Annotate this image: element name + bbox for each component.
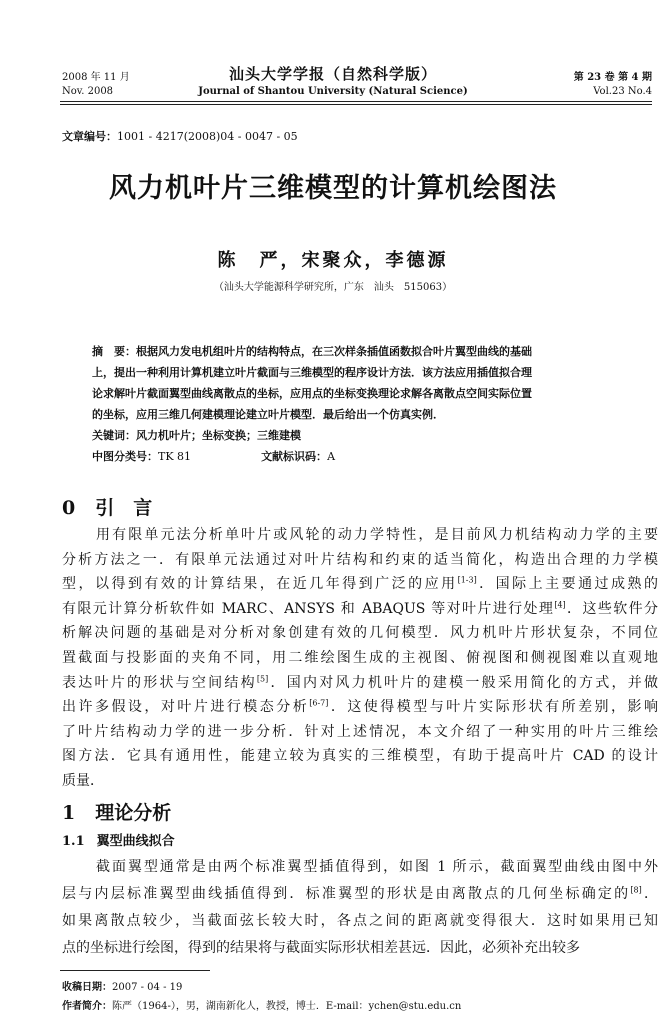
keywords xyxy=(92,427,301,443)
line-text: 型，以得到有效的计算结果，在近几年得到广泛的应用 xyxy=(62,576,458,593)
line-text: 质量． xyxy=(62,773,104,789)
line-text: 析解决问题的基础是对分析对象创建有效的几何模型．风力机叶片形状复杂，不同位 xyxy=(62,625,658,642)
line-text-after-citation: ．国际上主要通过成熟的 xyxy=(476,576,659,593)
citation: [1-3] xyxy=(457,575,477,585)
paragraph-line xyxy=(62,672,658,692)
footnote-author xyxy=(62,997,461,1012)
paragraph-line xyxy=(62,910,658,930)
citation: [6-7] xyxy=(309,698,329,708)
abstract-line: 的坐标，应用三维几何建模理论建立叶片模型．最后给出一个仿真实例． xyxy=(92,408,444,421)
paragraph-line xyxy=(62,721,658,741)
section-1-1-number: 1.1 xyxy=(62,834,85,849)
paragraph-line xyxy=(62,745,658,765)
line-text: 了叶片结构动力学的进一步分析．针对上述情况，本文介绍了一种实用的叶片三维绘 xyxy=(62,723,658,740)
paragraph-line xyxy=(62,573,658,593)
classification-label: 中图分类号： xyxy=(92,450,158,463)
header-rule-bottom xyxy=(60,104,652,105)
paragraph-line xyxy=(62,883,658,903)
line-text-after-citation: ．这使得模型与叶片实际形状有所差别，影响 xyxy=(328,699,659,716)
citation: [8] xyxy=(630,885,642,895)
line-text: 图方法．它具有通用性，能建立较为真实的三维模型，有助于提高叶片 CAD 的设计 xyxy=(62,748,658,765)
line-text: 如果离散点较少，当截面弦长较大时，各点之间的距离就变得很大．这时如果用已知 xyxy=(62,913,658,929)
author-value: 陈严（1964-），男，湖南新化人，教授，博士．E-mail：ychen@stu.edu.cn xyxy=(112,1001,462,1012)
header-rule-top xyxy=(60,101,652,102)
received-value: 2007 - 04 - 19 xyxy=(112,982,183,993)
header-volume-en: Vol.23 No.4 xyxy=(593,86,652,97)
section-1-number: 1 xyxy=(62,802,76,824)
paragraph-line xyxy=(62,770,658,790)
header-journal-cn: 汕头大学学报（自然科学版） xyxy=(228,65,437,83)
paragraph-line xyxy=(62,647,658,667)
abstract-line: 上，提出一种利用计算机建立叶片截面与三维模型的程序设计方法．该方法应用插值拟合理 xyxy=(92,366,532,379)
abstract-text: 根据风力发电机组叶片的结构特点，在三次样条插值函数拟合叶片翼型曲线的基础 xyxy=(136,345,532,358)
paragraph-line xyxy=(62,598,658,618)
line-text: 有限元计算分析软件如 MARC、ANSYS 和 ABAQUS 等对叶片进行处理 xyxy=(62,600,555,617)
document-code-label: 文献标识码： xyxy=(261,450,328,463)
classification-value: TK 81 xyxy=(158,450,192,463)
paragraph-line xyxy=(62,549,658,569)
section-1-title: 理论分析 xyxy=(95,802,172,824)
paper-title: 风力机叶片三维模型的计算机绘图法 xyxy=(109,173,557,204)
article-number-label: 文章编号： xyxy=(62,130,117,143)
keywords-label: 关键词： xyxy=(92,429,136,442)
section-0-title: 引 言 xyxy=(95,497,153,519)
line-text-after-citation: ．国内对风力机叶片的建模一般采用简化的方式，并做 xyxy=(268,674,659,691)
document-code-value: A xyxy=(327,450,336,463)
footnote-received xyxy=(62,978,182,993)
line-text-after-citation: ．这些软件分 xyxy=(565,600,658,617)
abstract-label: 摘 要： xyxy=(92,345,136,358)
abstract-line xyxy=(92,343,532,359)
keywords-value: 风力机叶片；坐标变换；三维建模 xyxy=(136,429,301,442)
line-text: 点的坐标进行绘图，得到的结果将与截面实际形状相差甚远．因此，必须补充出较多 xyxy=(62,940,580,956)
line-text: 截面翼型通常是由两个标准翼型插值得到，如图 1 所示，截面翼型曲线由图中外 xyxy=(96,859,658,875)
article-number-value: 1001 - 4217(2008)04 - 0047 - 05 xyxy=(117,130,298,143)
header-date-cn: 2008 年 11 月 xyxy=(62,72,130,83)
section-1-heading xyxy=(62,798,171,825)
article-number xyxy=(62,128,298,144)
paragraph-line xyxy=(62,622,658,642)
line-text: 分析方法之一．有限单元法通过对叶片结构和约束的适当简化，构造出合理的力学模 xyxy=(62,551,658,568)
footnote-rule xyxy=(60,970,210,971)
citation: [4] xyxy=(554,600,566,610)
affiliation: （汕头大学能源科学研究所，广东 汕头 515063） xyxy=(213,282,453,293)
line-text: 表达叶片的形状与空间结构 xyxy=(62,674,257,691)
line-text: 出许多假设，对叶片进行模态分析 xyxy=(62,699,310,716)
classification xyxy=(92,448,335,464)
paragraph-line xyxy=(96,856,658,876)
header-date-en: Nov. 2008 xyxy=(62,86,114,97)
paragraph-line xyxy=(96,524,658,544)
section-1-1-title: 翼型曲线拟合 xyxy=(96,834,175,849)
abstract-line: 论求解叶片截面翼型曲线离散点的坐标，应用点的坐标变换理论求解各离散点空间实际位置 xyxy=(92,387,532,400)
section-1-1-heading xyxy=(62,830,175,849)
section-0-number: 0 xyxy=(62,497,76,519)
paragraph-line xyxy=(62,937,658,957)
section-0-heading xyxy=(62,493,152,520)
line-text-after-citation: ． xyxy=(641,886,659,902)
header-volume-cn: 第 23 卷 第 4 期 xyxy=(573,72,652,83)
line-text: 置截面与投影面的夹角不同，用二维绘图生成的主视图、俯视图和侧视图难以直观地 xyxy=(62,650,658,666)
author-label: 作者简介： xyxy=(62,1001,112,1012)
authors: 陈 严，宋聚众，李德源 xyxy=(217,250,449,271)
received-label: 收稿日期： xyxy=(62,982,112,993)
header-journal-en: Journal of Shantou University (Natural Science) xyxy=(198,86,468,97)
citation: [5] xyxy=(256,673,269,683)
line-text: 层与内层标准翼型曲线插值得到．标准翼型的形状是由离散点的几何坐标确定的 xyxy=(62,886,631,902)
paragraph-line xyxy=(62,696,658,716)
line-text: 用有限单元法分析单叶片或风轮的动力学特性，是目前风力机结构动力学的主要 xyxy=(96,527,658,543)
